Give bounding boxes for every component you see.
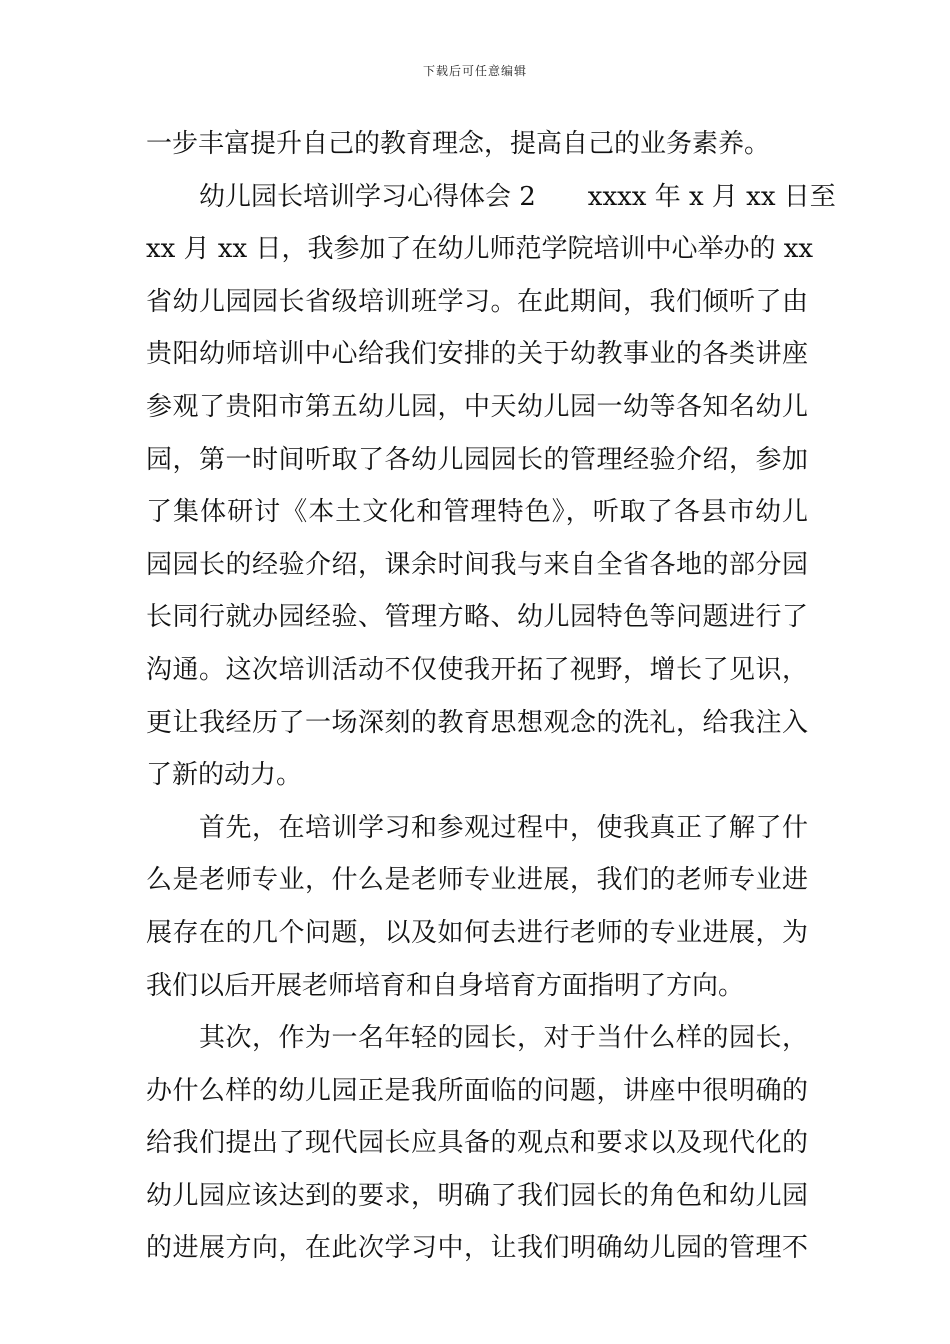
text-line: 一步丰富提升自己的教育理念，提高自己的业务素养。 <box>146 129 771 159</box>
text-line: 我们以后开展老师培育和自身培育方面指明了方向。 <box>146 970 745 1001</box>
text-line: 省幼儿园园长省级培训班学习。在此期间，我们倾听了由 <box>146 286 808 317</box>
page-header-note: 下载后可任意编辑 <box>422 64 527 78</box>
text-line: 幼儿园长培训学习心得体会 2 xxxx 年 x 月 xx 日至 <box>199 181 836 212</box>
text-line: xx 月 xx 日，我参加了在幼儿师范学院培训中心举办的 xx <box>146 234 814 265</box>
text-line: 其次，作为一名年轻的园长，对于当什么样的园长， <box>199 1023 808 1054</box>
text-line: 贵阳幼师培训中心给我们安排的关于幼教事业的各类讲座 <box>146 339 808 370</box>
text-line: 的进展方向，在此次学习中，让我们明确幼儿园的管理不 <box>146 1233 808 1264</box>
text-line: 沟通。这次培训活动不仅使我开拓了视野，增长了见识， <box>146 654 808 685</box>
text-line: 了新的动力。 <box>146 760 303 791</box>
text-line: 么是老师专业，什么是老师专业进展，我们的老师专业进 <box>146 865 808 896</box>
text-line: 给我们提出了现代园长应具备的观点和要求以及现代化的 <box>146 1128 808 1159</box>
text-line: 首先，在培训学习和参观过程中，使我真正了解了什 <box>199 812 808 843</box>
text-line: 长同行就办园经验、管理方略、幼儿园特色等问题进行了 <box>146 602 808 633</box>
text-line: 了集体研讨《本土文化和管理特色》，听取了各县市幼儿 <box>146 497 808 528</box>
document-body <box>146 118 836 1275</box>
text-line: 园，第一时间听取了各幼儿园园长的管理经验介绍，参加 <box>146 444 808 475</box>
text-line: 幼儿园应该达到的要求，明确了我们园长的角色和幼儿园 <box>146 1180 808 1211</box>
text-line: 参观了贵阳市第五幼儿园，中天幼儿园一幼等各知名幼儿 <box>146 391 808 422</box>
text-line: 更让我经历了一场深刻的教育思想观念的洗礼，给我注入 <box>146 707 808 738</box>
text-line: 园园长的经验介绍，课余时间我与来自全省各地的部分园 <box>146 549 808 580</box>
text-line: 展存在的几个问题，以及如何去进行老师的专业进展，为 <box>146 917 808 948</box>
text-line: 办什么样的幼儿园正是我所面临的问题，讲座中很明确的 <box>146 1075 808 1106</box>
